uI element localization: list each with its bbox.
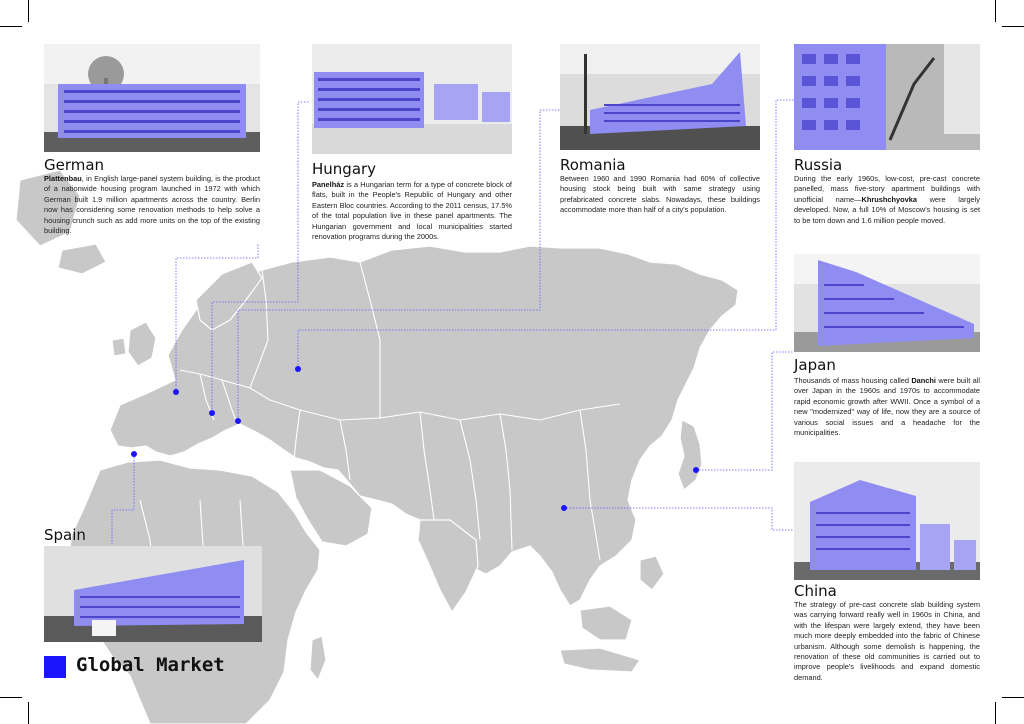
- marker-russia: [295, 366, 301, 372]
- russia-term: Khrushchyovka: [861, 194, 917, 204]
- china-description: The strategy of pre-cast concrete slab building system was carrying forward really well in 1960s in China, and with the lifespan were largely extend, they have been much more deeply embedded into the fabric of Chinese urbanism. Although some demolish is happening, the renovation of these old communities is carried out to improve people's livelihoods and expand domestic demand.: [794, 600, 980, 682]
- china-title: China: [794, 582, 837, 600]
- brand-title: Global Market: [76, 654, 225, 676]
- hungary-text: is a Hungarian term for a type of concrete block of flats, built in the People's Republic of Hungary and other Eastern Bloc countries. According to the 2011 census, 17.5% of the total population live in these panel apartments. The Hungarian government and local municipalities started renovation programs during the 2000s.: [312, 180, 512, 242]
- german-title: German: [44, 156, 105, 174]
- german-photo: [44, 44, 260, 152]
- japan-term: Danchi: [911, 376, 936, 385]
- brand-square-icon: [44, 656, 66, 678]
- russia-photo: [794, 44, 980, 150]
- japan-text-after: were built all over Japan in the 1960s and 1970s to accommodate rapid economic growth after WWII. Once a symbol of a new "modernized" way of life, now they are a source of various social issues and a headache for the municipalities.: [794, 376, 981, 438]
- russia-text-before: During the early 1960s, low-cost, pre-cast concrete panelled, mass five-story apartment buildings with unofficial name—: [794, 174, 980, 204]
- marker-romania: [235, 418, 241, 424]
- china-photo: [794, 462, 980, 580]
- romania-photo: [560, 44, 760, 150]
- hungary-title: Hungary: [312, 160, 377, 178]
- spain-title: Spain: [44, 526, 86, 544]
- romania-title: Romania: [560, 156, 626, 174]
- russia-description: [794, 174, 980, 226]
- marker-china: [561, 505, 567, 511]
- hungary-description: [312, 180, 512, 242]
- marker-hungary: [209, 410, 215, 416]
- romania-description: Between 1960 and 1990 Romania had 60% of collective housing stock being built with same strategy using prefabricated concrete slabs. Nowadays, these buildings accommodate more than half of a city's population.: [560, 174, 760, 215]
- german-text: , in English large-panel system building, is the product of a nationwide housing program launched in 1972 with which German built 1.9 million apartments across the country. Berlin now has considering some renovation methods to help solve a housing crunch such as add more units on the top of the existing building.: [44, 174, 260, 236]
- german-term: Plattenbau: [44, 174, 82, 183]
- german-description: [44, 174, 260, 236]
- marker-spain: [131, 451, 137, 457]
- hungary-photo: [312, 44, 512, 154]
- leader-japan: [696, 352, 794, 470]
- russia-text-after: were largely developed. Now, a full 10% of Moscow's housing is set to be torn down and 1.6 million people moved.: [794, 194, 980, 225]
- japan-description: [794, 376, 980, 438]
- japan-text-before: Thousands of mass housing called: [794, 376, 912, 385]
- russia-title: Russia: [794, 156, 843, 174]
- japan-photo: [794, 254, 980, 352]
- marker-japan: [693, 467, 699, 473]
- hungary-term: Panelház: [312, 180, 345, 189]
- marker-german: [173, 389, 179, 395]
- japan-title: Japan: [794, 356, 836, 374]
- spain-photo: [44, 546, 262, 642]
